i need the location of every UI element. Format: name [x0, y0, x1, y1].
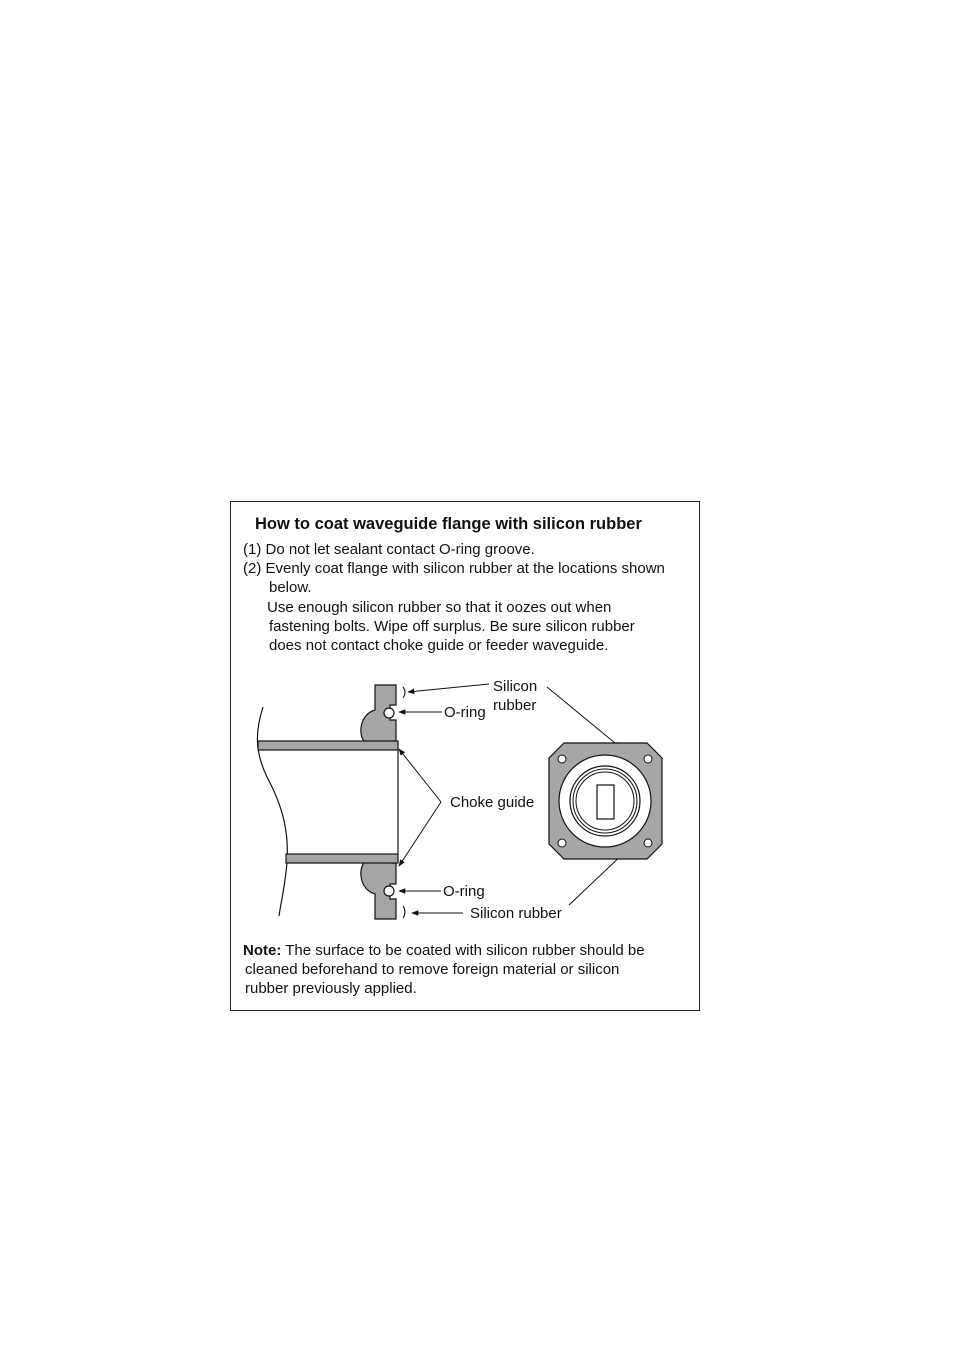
waveguide-opening — [597, 785, 614, 819]
bolt-hole-icon — [644, 755, 652, 763]
label-oring-bottom: O-ring — [443, 883, 485, 900]
note-text: The surface to be coated with silicon rubber should be — [281, 942, 645, 959]
waveguide-break-line — [257, 707, 287, 916]
label-silicon-rubber-top: Silicon — [493, 678, 538, 695]
top-rubber-bracket — [403, 687, 405, 698]
bottom-oring-icon — [384, 886, 394, 896]
note-label: Note: — [243, 942, 282, 959]
step-2-detail-2: fastening bolts. Wipe off surplus. Be sure silicon rubber — [269, 618, 635, 635]
step-2-detail-3: does not contact choke guide or feeder waveguide. — [269, 637, 609, 654]
step-2-continued: below. — [269, 579, 312, 596]
step-2: (2) Evenly coat flange with silicon rubber at the locations shown — [243, 560, 665, 577]
label-silicon-rubber-bottom: Silicon rubber — [470, 905, 562, 922]
step-1: (1) Do not let sealant contact O-ring groove. — [243, 541, 535, 558]
note-line-2: cleaned beforehand to remove foreign material or silicon — [245, 961, 620, 978]
bolt-hole-icon — [558, 839, 566, 847]
bolt-hole-icon — [558, 755, 566, 763]
note-line-1 — [243, 942, 645, 959]
bottom-rubber-bracket — [403, 906, 405, 918]
flange-diagram — [231, 502, 701, 1012]
panel-title: How to coat waveguide flange with silicon rubber — [255, 515, 642, 533]
upper-waveguide-wall — [258, 741, 398, 750]
top-oring-icon — [384, 708, 394, 718]
note-line-3: rubber previously applied. — [245, 980, 417, 997]
label-oring-top: O-ring — [444, 704, 486, 721]
label-silicon-rubber-top-2: rubber — [493, 697, 537, 714]
label-choke-guide: Choke guide — [450, 794, 535, 811]
step-2-detail-1: Use enough silicon rubber so that it oozes out when — [267, 599, 612, 616]
bolt-hole-icon — [644, 839, 652, 847]
lower-waveguide-wall — [286, 854, 398, 863]
instruction-panel — [230, 501, 700, 1011]
